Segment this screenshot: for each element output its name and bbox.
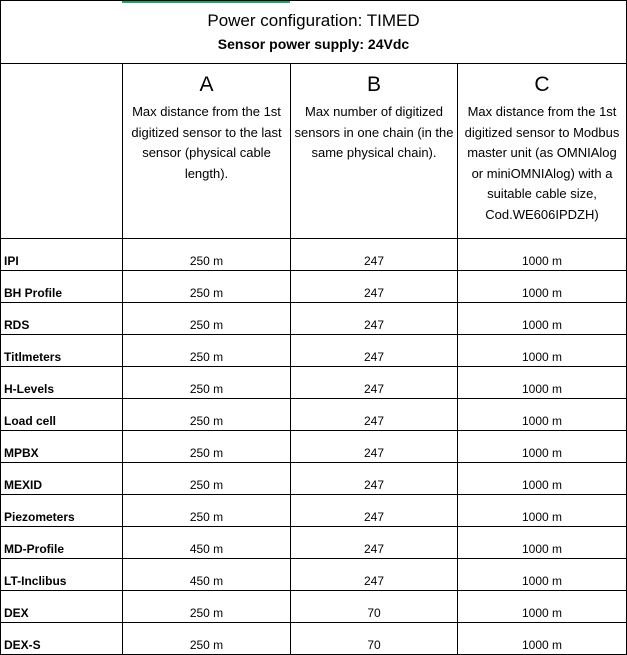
column-header-c[interactable] (458, 64, 627, 239)
column-description: Max distance from the 1st digitized sensor to Modbus master unit (as OMNIAlog or miniOMNIAlog) with a suitable cable size, Cod.WE606IPDZH) (464, 104, 620, 222)
max-master-distance-cell[interactable]: 1000 m (458, 527, 627, 559)
max-distance-cell[interactable]: 450 m (123, 527, 291, 559)
sensor-name-cell[interactable]: Load cell (1, 399, 123, 431)
max-distance-cell[interactable]: 250 m (123, 271, 291, 303)
sensor-name-cell[interactable]: BH Profile (1, 271, 123, 303)
column-letter: A (199, 73, 214, 96)
max-master-distance-cell[interactable]: 1000 m (458, 271, 627, 303)
max-master-distance-cell[interactable]: 1000 m (458, 399, 627, 431)
table-row (1, 335, 627, 367)
max-distance-cell[interactable]: 250 m (123, 367, 291, 399)
max-sensors-cell[interactable]: 247 (291, 239, 458, 271)
sensor-name-cell[interactable]: MPBX (1, 431, 123, 463)
max-distance-cell[interactable]: 250 m (123, 495, 291, 527)
max-sensors-cell[interactable]: 247 (291, 367, 458, 399)
max-sensors-cell[interactable]: 247 (291, 495, 458, 527)
table-row (1, 367, 627, 399)
max-sensors-cell[interactable]: 247 (291, 335, 458, 367)
max-master-distance-cell[interactable]: 1000 m (458, 463, 627, 495)
table-row (1, 495, 627, 527)
table-row (1, 559, 627, 591)
max-master-distance-cell[interactable]: 1000 m (458, 495, 627, 527)
table-row (1, 591, 627, 623)
sensor-name-cell[interactable]: Titlmeters (1, 335, 123, 367)
max-sensors-cell[interactable]: 247 (291, 399, 458, 431)
max-distance-cell[interactable]: 250 m (123, 399, 291, 431)
sensor-name-cell[interactable]: MEXID (1, 463, 123, 495)
max-distance-cell[interactable]: 250 m (123, 239, 291, 271)
table-row (1, 463, 627, 495)
max-master-distance-cell[interactable]: 1000 m (458, 591, 627, 623)
max-master-distance-cell[interactable]: 1000 m (458, 623, 627, 655)
max-sensors-cell[interactable]: 70 (291, 623, 458, 655)
column-letter: B (366, 73, 381, 96)
table-row (1, 271, 627, 303)
max-distance-cell[interactable]: 250 m (123, 431, 291, 463)
max-master-distance-cell[interactable]: 1000 m (458, 367, 627, 399)
table-row (1, 527, 627, 559)
max-distance-cell[interactable]: 450 m (123, 559, 291, 591)
page-subtitle: Sensor power supply: 24Vdc (217, 36, 410, 52)
max-sensors-cell[interactable]: 247 (291, 431, 458, 463)
sensor-name-cell[interactable]: DEX-S (1, 623, 123, 655)
column-description: Max distance from the 1st digitized sensor to the last sensor (physical cable length). (131, 104, 282, 181)
column-header-b[interactable] (291, 64, 458, 239)
table-row (1, 303, 627, 335)
max-master-distance-cell[interactable]: 1000 m (458, 431, 627, 463)
max-sensors-cell[interactable]: 70 (291, 591, 458, 623)
max-distance-cell[interactable]: 250 m (123, 303, 291, 335)
page-title: Power configuration: TIMED (207, 11, 420, 30)
table-row (1, 623, 627, 655)
corner-header-cell[interactable] (1, 64, 123, 239)
sensor-name-cell[interactable]: RDS (1, 303, 123, 335)
max-distance-cell[interactable]: 250 m (123, 623, 291, 655)
max-sensors-cell[interactable]: 247 (291, 303, 458, 335)
max-distance-cell[interactable]: 250 m (123, 591, 291, 623)
max-master-distance-cell[interactable]: 1000 m (458, 303, 627, 335)
max-master-distance-cell[interactable]: 1000 m (458, 239, 627, 271)
sensor-name-cell[interactable]: H-Levels (1, 367, 123, 399)
sensor-name-cell[interactable]: Piezometers (1, 495, 123, 527)
max-sensors-cell[interactable]: 247 (291, 271, 458, 303)
max-sensors-cell[interactable]: 247 (291, 559, 458, 591)
sensor-name-cell[interactable]: MD-Profile (1, 527, 123, 559)
table-row (1, 431, 627, 463)
max-distance-cell[interactable]: 250 m (123, 335, 291, 367)
table-row (1, 239, 627, 271)
column-letter: C (534, 73, 550, 96)
column-description: Max number of digitized sensors in one chain (in the same physical chain). (294, 104, 454, 160)
sensor-name-cell[interactable]: DEX (1, 591, 123, 623)
max-master-distance-cell[interactable]: 1000 m (458, 559, 627, 591)
sensor-name-cell[interactable]: IPI (1, 239, 123, 271)
table-row (1, 399, 627, 431)
max-distance-cell[interactable]: 250 m (123, 463, 291, 495)
max-sensors-cell[interactable]: 247 (291, 527, 458, 559)
max-sensors-cell[interactable]: 247 (291, 463, 458, 495)
max-master-distance-cell[interactable]: 1000 m (458, 335, 627, 367)
sensor-name-cell[interactable]: LT-Inclibus (1, 559, 123, 591)
title-cell[interactable] (1, 1, 627, 64)
column-header-a[interactable] (123, 64, 291, 239)
